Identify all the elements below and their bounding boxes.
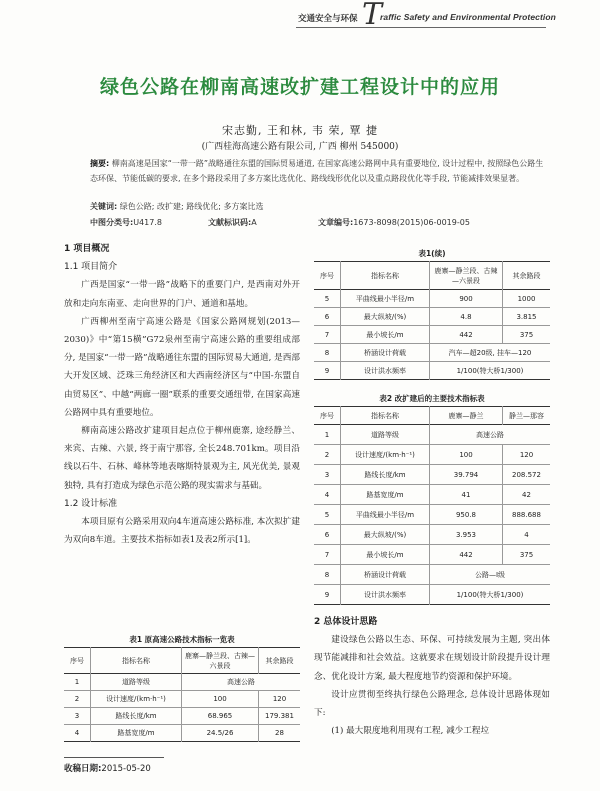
header-rule	[296, 27, 546, 28]
table-1-caption: 表1 原高速公路技术指标一览表	[129, 635, 235, 644]
table-row: 2 设计速度/(km·h⁻¹) 100 120	[64, 691, 300, 708]
table-2-caption: 表2 改扩建后的主要技术指标表	[379, 394, 485, 403]
table-row: 7 最小坡长/m 442 375	[314, 326, 550, 344]
table-row: 7 最小坡长/m 442 375	[314, 545, 550, 565]
paragraph: (1) 最大限度地利用现有工程, 减少工程垃	[331, 726, 490, 737]
clc-number: 中图分类号:U417.8	[90, 218, 162, 227]
paragraph: 本项目原有公路采用双向4车道高速公路标准, 本次拟扩建为双向8车道。主要技术指标如表1及表2所示[1]。	[64, 517, 300, 546]
paragraph: 柳南高速公路改扩建项目起点位于柳州鹿寨, 途经静兰、来宾、古辣、六景, 终于南宁那容, 全长248.701km。项目沿线以石牛、石林、峰林等地表喀斯特景观为主, 风光优美, 景观独特, 具有打造成为绿色示范公路的现实需求与基础。	[64, 426, 300, 491]
left-column	[64, 240, 300, 549]
footnote-rule	[64, 757, 164, 758]
table-row: 8 桥涵设计荷载 公路—I级	[314, 565, 550, 585]
doc-code: 文献标识码:A	[208, 218, 257, 227]
journal-name-en: raffic Safety and Environmental Protection	[380, 12, 556, 22]
table-row: 5 平曲线最小半径/m 900 1000	[314, 290, 550, 308]
journal-name-cn: 交通安全与环保	[298, 14, 358, 24]
paragraph: 广西柳州至南宁高速公路是《国家公路网规划(2013—2030)》中“第15横”G72泉州至南宁高速公路的重要组成部分, 是国家“一带一路”战略通往东盟的国际贸易大通道, 是西部大开发区域、泛珠三角经济区和大西南经济区与“中国-东盟自由贸易区”、中越“两廊一圈”联系的重要交通纽带, 在国家高速公路网中具有重要地位。	[64, 316, 300, 418]
table-row: 4 路基宽度/m 24.5/26 28	[64, 725, 300, 742]
table-row: 3 路线长度/km 68.965 179.381	[64, 708, 300, 725]
journal-header	[0, 0, 600, 34]
table-row: 6 最大纵坡/(%) 3.953 4	[314, 525, 550, 545]
article-number: 文章编号:1673-8098(2015)06-0019-05	[318, 218, 470, 227]
keywords-label: 关键词:	[90, 202, 118, 211]
keywords	[90, 201, 550, 212]
paragraph: 建设绿色公路以生态、环保、可持续发展为主题, 突出体现节能减排和社会效益。这就要求在规划设计阶段提升设计理念、优化设计方案, 最大程度地节约资源和保护环境。	[314, 635, 550, 682]
table-1-cont-caption: 表1(续)	[418, 249, 446, 258]
table-row: 4 路基宽度/m 41 42	[314, 485, 550, 505]
table-row: 9 设计洪水频率 1/100(特大桥1/300)	[314, 585, 550, 605]
table-row: 3 路线长度/km 39.794 208.572	[314, 465, 550, 485]
authors: 宋志勤, 王和林, 韦 荣, 覃 捷	[222, 124, 378, 137]
affiliation: (广西桂海高速公路有限公司, 广西 柳州 545000)	[201, 142, 399, 152]
received-date: 收稿日期:2015-05-20	[64, 764, 151, 774]
table-1: 序号 指标名称 鹿寨—静兰段、古辣—六景段 其余路段 1 道路等级 高速公路 2 设计速度/(km·h⁻¹) 100 120 3 路线长度/km 68.965 179.381 4 路基宽度/m 24.5/26 28	[64, 647, 300, 742]
abstract	[90, 156, 550, 186]
article-title: 绿色公路在柳南高速改扩建工程设计中的应用	[99, 76, 500, 98]
table-row: 1 道路等级 高速公路	[64, 674, 300, 691]
table-1-continued: 序号 指标名称 鹿寨—静兰段、古辣—六景段 其余路段 5 平曲线最小半径/m 900 1000 6 最大纵坡/(%) 4.8 3.815 7 最小坡长/m 442 375 8 桥涵设计荷载 汽车—超20级, 挂车—120 9 设计洪水频率 1/100(特大桥1/300)	[314, 261, 550, 380]
abstract-label: 摘要:	[90, 159, 110, 168]
section-2-heading: 2 总体设计思路	[314, 617, 378, 627]
journal-logo-letter: T	[362, 0, 383, 32]
table-row: 1 道路等级 高速公路	[314, 425, 550, 445]
section-1-heading: 1 项目概况	[64, 244, 110, 254]
table-2: 序号 指标名称 鹿寨—静兰 静兰—那容 1 道路等级 高速公路 2 设计速度/(km·h⁻¹) 100 120 3 路线长度/km 39.794 208.572 4 路基宽度/m 41 42 5 平曲线最小半径/m 950.8 888.688 6 最大纵坡/(%) 3.953 4 7 最小坡长/m 442 375 8 桥涵设计荷载 公路—I级 9 设计洪水频率 1/100(特大桥1/300)	[314, 406, 550, 605]
section-1-1-heading: 1.1 项目简介	[64, 262, 118, 273]
table-row: 5 平曲线最小半径/m 950.8 888.688	[314, 505, 550, 525]
table-row: 6 最大纵坡/(%) 4.8 3.815	[314, 308, 550, 326]
table-row: 8 桥涵设计荷载 汽车—超20级, 挂车—120	[314, 344, 550, 362]
keywords-text: 绿色公路; 改扩建; 路线优化; 多方案比选	[119, 202, 264, 211]
paragraph: 设计应贯彻至终执行绿色公路理念, 总体设计思路体现如下:	[314, 689, 550, 719]
paragraph: 广西是国家“一带一路”战略下的重要门户, 是西南对外开放和走向东南亚、走向世界的门户、通道和基地。	[64, 280, 300, 309]
right-column	[314, 613, 550, 740]
section-1-2-heading: 1.2 设计标准	[64, 498, 118, 509]
abstract-text: 柳南高速是国家“一带一路”战略通往东盟的国际贸易通道, 在国家高速公路网中具有重要地位, 设计过程中, 按照绿色公路生态环保、节能低碳的要求, 在多个路段采用了多方案比选优化、路线线形优化以及重点路段优化等手段, 节能减排效果显著。	[90, 159, 544, 183]
table-row: 2 设计速度/(km·h⁻¹) 100 120	[314, 445, 550, 465]
table-row: 9 设计洪水频率 1/100(特大桥1/300)	[314, 362, 550, 380]
